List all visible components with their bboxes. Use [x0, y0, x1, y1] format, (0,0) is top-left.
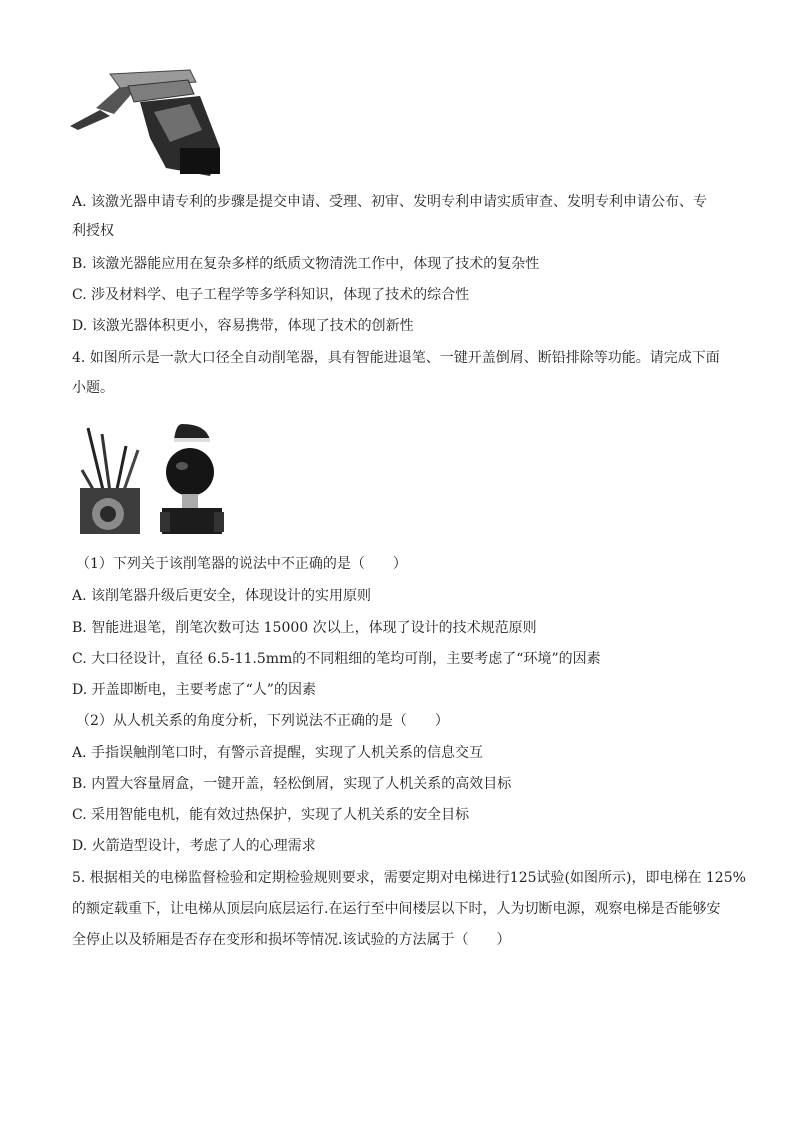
option-text: 手指误触削笔口时，有警示音提醒，实现了人机关系的信息交互 — [91, 745, 484, 761]
q4-sub1-option-c — [72, 649, 601, 669]
q4-sub1-option-a — [72, 586, 371, 606]
q3-option-a — [72, 192, 707, 212]
option-label: B. — [72, 776, 87, 792]
option-text: 火箭造型设计，考虑了人的心理需求 — [91, 838, 316, 854]
q5-stem-line-2: 的额定载重下，让电梯从顶层向底层运行.在运行至中间楼层以下时，人为切断电源，观察电梯是否能够安 — [72, 901, 721, 917]
option-text: 该激光器申请专利的步骤是提交申请、受理、初审、发明专利申请实质审查、发明专利申请公布、专 — [91, 194, 708, 210]
option-text: 涉及材料学、电子工程学等多学科知识，体现了技术的综合性 — [91, 287, 470, 303]
q4-stem: 4. 如图所示是一款大口径全自动削笔器，具有智能进退笔、一键开盖倒屑、断铅排除等功能。请完成下面 — [72, 350, 720, 366]
q4-sub2-option-c — [72, 805, 469, 825]
q4-sub2-prompt: （2）从人机关系的角度分析，下列说法不正确的是（ ） — [76, 713, 449, 729]
option-label: A. — [72, 745, 87, 761]
option-label: C. — [72, 287, 87, 303]
option-label: A. — [72, 588, 87, 604]
q5-stem-line-3: 全停止以及轿厢是否存在变形和损坏等情况.该试验的方法属于（ ） — [72, 932, 511, 948]
pencil-sharpener-image — [78, 422, 230, 538]
q4-sub1-prompt: （1）下列关于该削笔器的说法中不正确的是（ ） — [76, 556, 407, 572]
q5-stem-line-1: 5. 根据相关的电梯监督检验和定期检验规则要求，需要定期对电梯进行125试验(如图所示)，即电梯在 125% — [72, 870, 746, 886]
option-label: B. — [72, 256, 87, 272]
option-label: D. — [72, 838, 88, 854]
q3-option-a-cont — [72, 221, 114, 241]
option-text: 开盖即断电，主要考虑了“人”的因素 — [91, 682, 316, 698]
q3-option-b — [72, 254, 539, 274]
q4-sub2-option-a — [72, 743, 483, 763]
option-label: B. — [72, 620, 87, 636]
option-text: 大口径设计，直径 6.5-11.5mm的不同粗细的笔均可削，主要考虑了“环境”的因素 — [91, 651, 601, 667]
option-text: 内置大容量屑盒，一键开盖，轻松倒屑，实现了人机关系的高效目标 — [91, 776, 512, 792]
option-label: D. — [72, 318, 88, 334]
q3-option-c — [72, 285, 469, 305]
option-text: 智能进退笔，削笔次数可达 15000 次以上，体现了设计的技术规范原则 — [91, 620, 537, 636]
option-text: 利授权 — [72, 223, 114, 239]
laser-device-image — [70, 68, 222, 176]
option-label: C. — [72, 651, 87, 667]
option-label: A. — [72, 194, 87, 210]
option-text: 采用智能电机，能有效过热保护，实现了人机关系的安全目标 — [91, 807, 470, 823]
q4-sub2-option-b — [72, 774, 511, 794]
q3-option-d — [72, 316, 414, 336]
q4-stem-cont: 小题。 — [72, 380, 114, 396]
option-text: 该激光器能应用在复杂多样的纸质文物清洗工作中，体现了技术的复杂性 — [91, 256, 540, 272]
option-text: 该削笔器升级后更安全，体现设计的实用原则 — [91, 588, 372, 604]
option-label: D. — [72, 682, 88, 698]
option-label: C. — [72, 807, 87, 823]
q4-sub1-option-b — [72, 618, 537, 638]
option-text: 该激光器体积更小，容易携带，体现了技术的创新性 — [91, 318, 414, 334]
q4-sub2-option-d — [72, 836, 316, 856]
q4-sub1-option-d — [72, 680, 316, 700]
